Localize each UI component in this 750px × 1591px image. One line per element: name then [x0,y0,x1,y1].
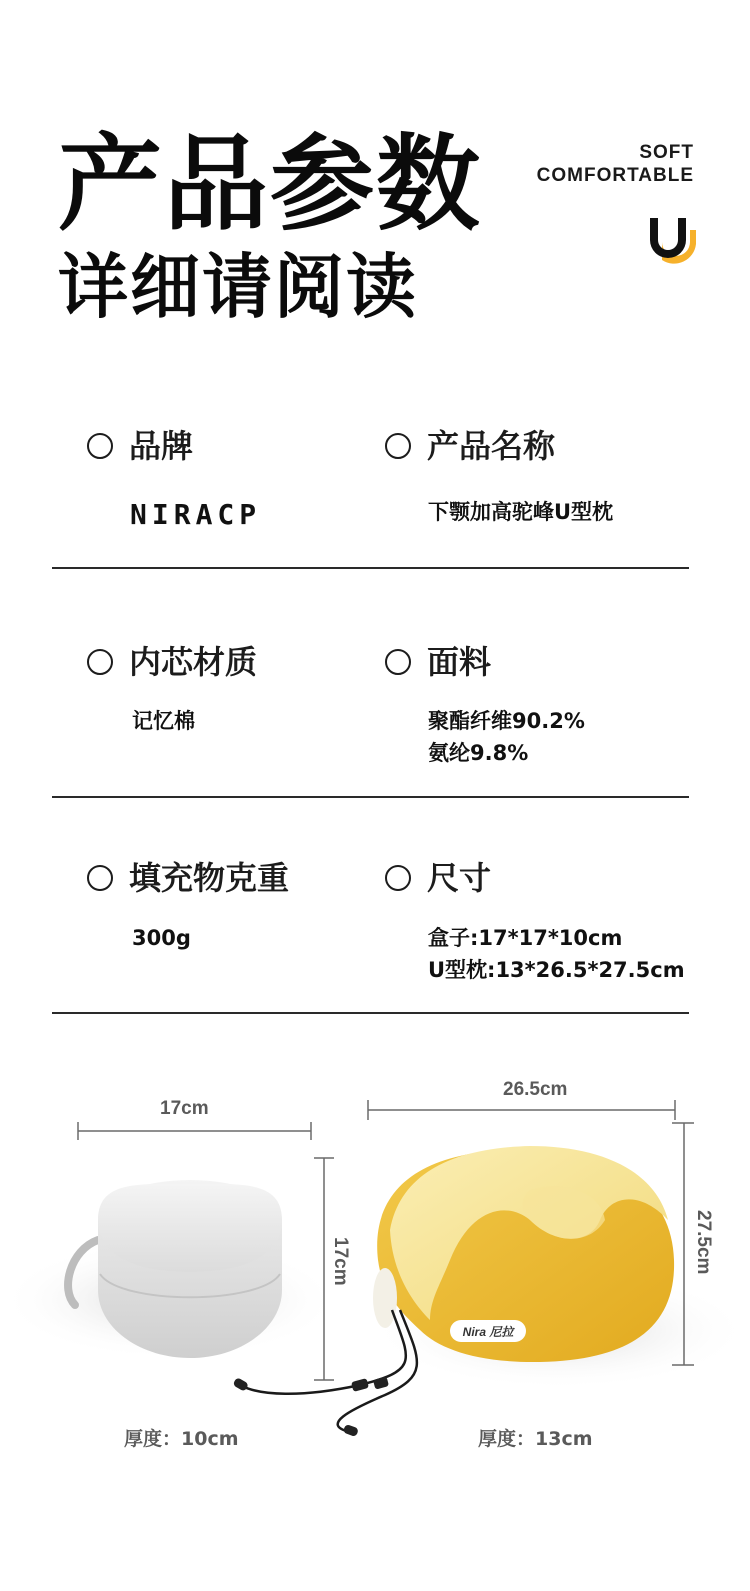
box-width-line [78,1122,311,1140]
size-value-1: 盒子:17*17*10cm [428,926,623,950]
tagline-comfortable: COMFORTABLE [536,165,694,186]
divider [52,567,689,569]
product-illustration [0,1060,750,1480]
circle-icon [87,433,113,459]
brand-logo: NIRACP [130,498,262,531]
fabric-value-1: 聚酯纤维90.2% [428,709,585,733]
pillow-height-label: 27.5cm [693,1210,714,1275]
fabric-value-2: 氨纶9.8% [428,741,529,765]
core-material-label: 内芯材质 [87,646,257,678]
tagline-soft: SOFT [639,142,694,163]
circle-icon [385,865,411,891]
fabric-label: 面料 [385,646,491,678]
pillow-width-line [368,1100,675,1120]
page-subtitle: 详细请阅读 [58,246,418,328]
divider [52,1012,689,1014]
circle-icon [87,865,113,891]
circle-icon [385,649,411,675]
product-name-value: 下颚加高驼峰U型枕 [428,500,614,524]
box-width-label: 17cm [160,1098,209,1119]
product-name-label: 产品名称 [385,430,555,462]
u-shape-icon [646,216,698,266]
fill-weight-label: 填充物克重 [87,862,289,894]
circle-icon [87,649,113,675]
pillow-thickness-label: 厚度：13cm [478,1428,593,1450]
pillow-tag-text: Nira 尼拉 [462,1325,514,1339]
pillow-width-label: 26.5cm [503,1079,568,1100]
size-value-2: U型枕:13*26.5*27.5cm [428,958,685,982]
fill-weight-value: 300g [132,926,191,950]
circle-icon [385,433,411,459]
size-label: 尺寸 [385,862,491,894]
box-thickness-label: 厚度：10cm [124,1428,239,1450]
brand-label: 品牌 [87,430,193,462]
divider [52,796,689,798]
core-material-value: 记忆棉 [132,709,195,733]
box-height-label: 17cm [330,1237,351,1286]
page-title: 产品参数 [58,123,483,245]
